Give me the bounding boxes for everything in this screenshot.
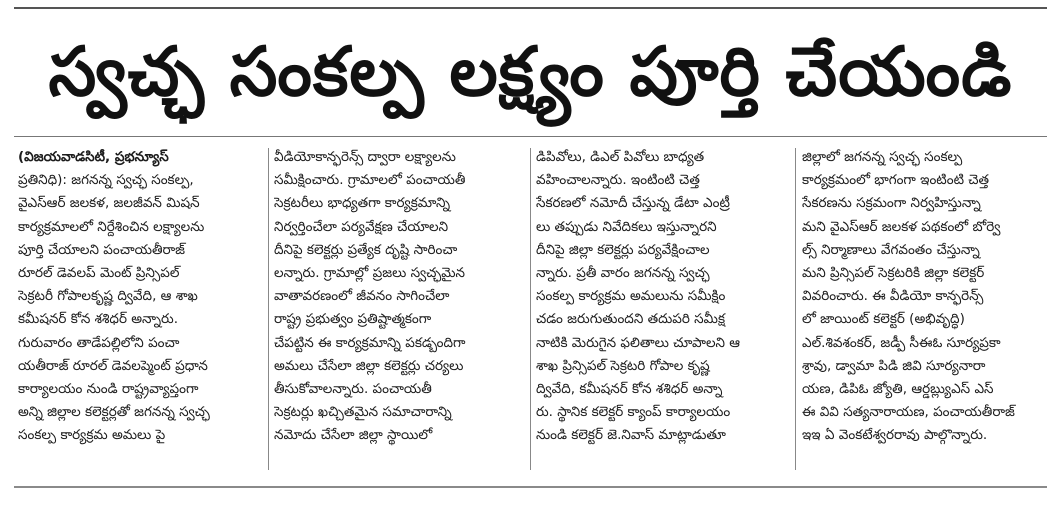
text-line: లు తప్పుడు నివేదికలు ఇస్తున్నారని xyxy=(536,218,717,235)
dateline: (విజయవాడసిటీ, ప్రభన్యూస్ xyxy=(18,149,169,165)
text-line: సెక్రటరీ గోపాలకృష్ణ ద్వివేది, ఆ శాఖ xyxy=(18,288,198,305)
text-line: వహించాలన్నారు. ఇంటింటి చెత్త xyxy=(536,172,700,189)
text-line: లో జాయింట్ కలెక్టర్ (అభివృద్ధి) xyxy=(802,311,965,328)
headline-divider xyxy=(14,136,1047,137)
text-line: వివరించారు. ఈ వీడియో కాన్ఫరెన్స్ xyxy=(802,288,984,305)
article-column-3 xyxy=(536,146,782,476)
article-column-1 xyxy=(18,146,264,476)
text-line: ద్వివేది, కమీషనర్ కోన శశిధర్ అన్నా xyxy=(536,380,723,397)
text-line: చేపట్టిన ఈ కార్యక్రమాన్ని పకడ్బందిగా xyxy=(274,334,466,351)
text-line: రాష్ట్ర ప్రభుత్వం ప్రతిష్టాత్మకంగా xyxy=(274,311,432,328)
text-line: రు. స్థానిక కలెక్టర్ క్యాంప్ కార్యాలయం xyxy=(536,404,731,421)
text-line: సంకల్ప కార్యక్రమ అమలు పై xyxy=(18,427,166,444)
text-line: నిర్వర్తించేలా పర్యవేక్షణ చేయాలని xyxy=(274,218,449,235)
text-line: ప్రతినిధి): జగనన్న స్వచ్ఛ సంకల్ప, xyxy=(18,172,194,189)
text-line: గురువారం తాడేపల్లిలోని పంచా xyxy=(18,334,180,351)
text-line: వాతావరణంలో జీవనం సాగించేలా xyxy=(274,288,450,305)
text-line: పూర్తి చేయాలని పంచాయతీరాజ్ xyxy=(18,241,186,258)
text-line: న్నారు. ప్రతీ వారం జగనన్న స్వచ్ఛ xyxy=(536,264,710,281)
text-line: సేకరణను సక్రమంగా నిర్వహిస్తున్నా xyxy=(802,195,981,212)
text-line: జిల్లాలో జగనన్న స్వచ్ఛ సంకల్ప xyxy=(802,149,963,165)
text-line: కార్యక్రమంలో భాగంగా ఇంటింటి చెత్త xyxy=(802,172,990,189)
text-line: సమీక్షించారు. గ్రామాలలో పంచాయతీ xyxy=(274,172,466,189)
text-line: నుండి కలెక్టర్ జె.నివాస్ మాట్లాడుతూ xyxy=(536,427,726,444)
text-line: ల్స్ నిర్మాణాలు వేగవంతం చేస్తున్నా xyxy=(802,241,980,258)
article-column-2 xyxy=(274,146,520,476)
text-line: ఈ వివి సత్యనారాయణ, పంచాయతీరాజ్ xyxy=(802,404,1015,421)
article-column-4 xyxy=(802,146,1048,476)
text-line: లన్నారు. గ్రామాల్లో ప్రజలు స్వచ్ఛమైన xyxy=(274,264,466,281)
text-line: తీసుకోవాలన్నారు. పంచాయతీ xyxy=(274,380,432,397)
text-line: అమలు చేసేలా జిల్లా కలెక్టర్లు చర్యలు xyxy=(274,357,464,374)
text-line: కమీషనర్ కోన శశిధర్ అన్నారు. xyxy=(18,311,178,328)
text-line: కార్యక్రమాలలో నిర్దేశించిన లక్ష్యాలను xyxy=(18,218,205,235)
text-line: ఎల్.శివశంకర్, జడ్పీ సీఈఓ సూర్యప్రకా xyxy=(802,334,1001,351)
text-line: ఇఇ ఏ వెంకటేశ్వరరావు పాల్గొన్నారు. xyxy=(802,427,988,444)
text-line: యతీరాజ్ రూరల్ డెవలప్మెంట్ ప్రధాన xyxy=(18,357,208,374)
headline: స్వచ్ఛ సంకల్ప లక్ష్యం పూర్తి చేయండి xyxy=(48,33,1013,112)
text-line: అన్ని జిల్లాల కలెక్టర్లతో జగనన్న స్వచ్ఛ xyxy=(18,404,210,421)
text-line: సెక్రటరీలు భాధ్యతగా కార్యక్రమాన్ని xyxy=(274,195,451,212)
text-line: సెక్రటర్లు ఖచ్చితమైన సమాచారాన్ని xyxy=(274,404,452,421)
text-line: నమోదు చేసేలా జిల్లా స్థాయిలో xyxy=(274,427,433,444)
bottom-divider xyxy=(14,486,1047,488)
text-line: కార్యాలయం నుండి రాష్ట్రవ్యాప్తంగా xyxy=(18,380,199,397)
text-line: వైఎస్ఆర్ జలకళ, జలజీవన్ మిషన్ xyxy=(18,195,200,212)
text-line: యణ, డిపిఓ జ్యోతి, ఆర్డబ్ల్యుఎస్ ఎస్ xyxy=(802,380,994,397)
text-line: దీనిపై కలెక్టర్లు ప్రత్యేక దృష్టి సారించా xyxy=(274,241,458,258)
text-line: మని ప్రిన్సిపల్ సెక్రటరికి జిల్లా కలెక్టర్ xyxy=(802,264,985,281)
top-divider xyxy=(14,7,1047,9)
text-line: వీడియోకాన్ఫరెన్స్ ద్వారా లక్ష్యాలను xyxy=(274,149,456,165)
text-line: మని వైఎస్ఆర్ జలకళ పథకంలో బోర్వె xyxy=(802,218,1001,235)
text-line: నాటికి మెరుగైన ఫలితాలు చూపాలని ఆ xyxy=(536,334,741,351)
article-body xyxy=(18,146,1048,476)
text-line: దీనిపై జిల్లా కలెక్టర్లు పర్యవేక్షించాల xyxy=(536,241,710,258)
text-line: సంకల్ప కార్యక్రమ అమలును సమీక్షిం xyxy=(536,288,726,305)
text-line: డిపివోలు, డిఎల్ పివోలు బాధ్యత xyxy=(536,149,705,165)
text-line: రూరల్ డెవలప్ మెంట్ ప్రిన్సిపల్ xyxy=(18,264,180,281)
text-line: సేకరణలో నమోదీ చేస్తున్న డేటా ఎంట్రీ xyxy=(536,195,730,212)
text-line: శాఖ ప్రిన్సిపల్ సెక్రటరి గోపాల కృష్ణ xyxy=(536,357,710,374)
text-line: శ్రావు, డ్వామా పిడి జివి సూర్యనారా xyxy=(802,357,986,374)
text-line: చడం జరుగుతుందని తదుపరి సమీక్ష xyxy=(536,311,725,328)
